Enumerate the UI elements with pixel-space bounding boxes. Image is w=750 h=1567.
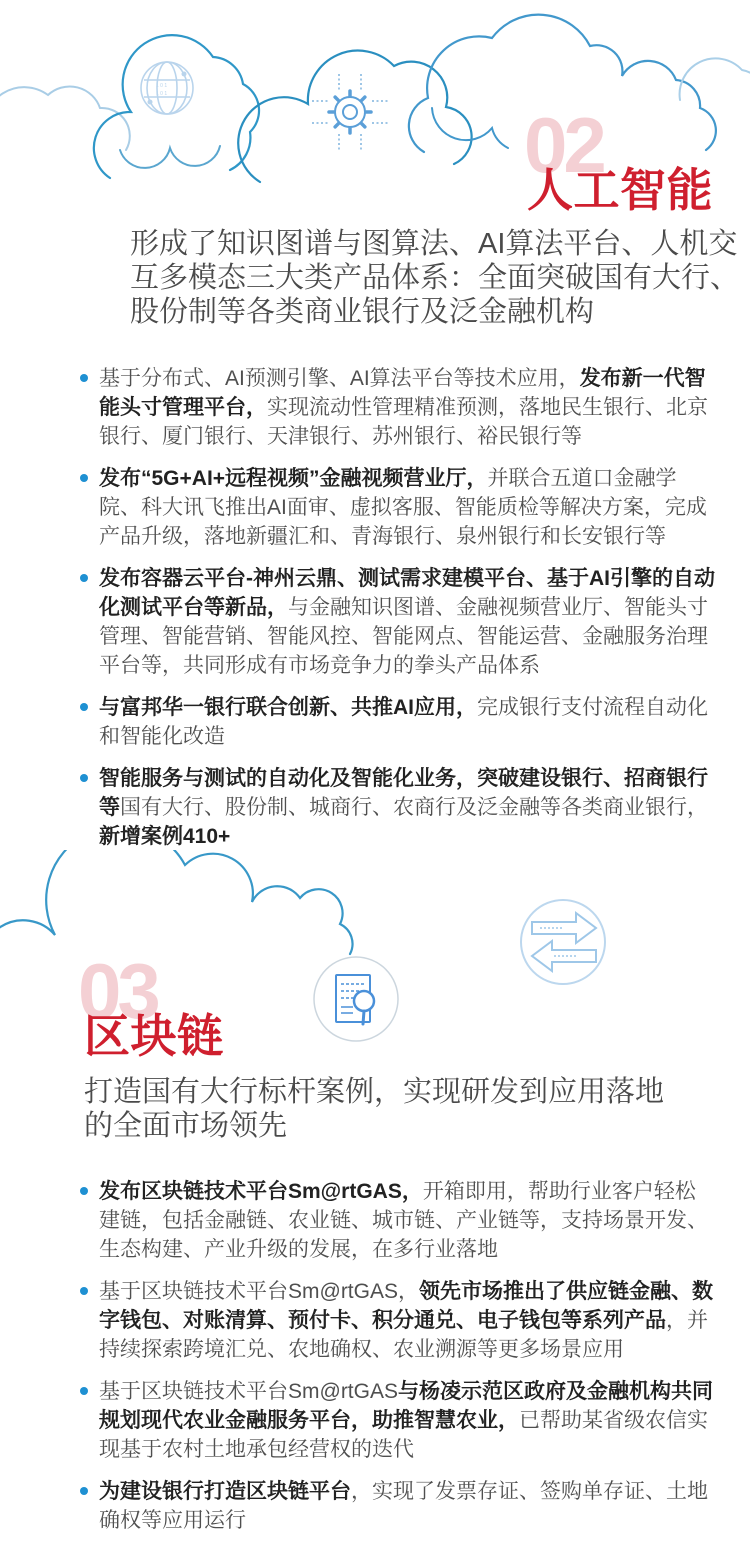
bullet-dot-icon xyxy=(80,1187,88,1195)
exchange-arrows-icon xyxy=(521,900,605,984)
list-item xyxy=(80,464,716,551)
svg-text:1 0 1: 1 0 1 xyxy=(156,83,168,89)
bullet-dot-icon xyxy=(80,1487,88,1495)
bullet-dot-icon xyxy=(80,474,88,482)
cloud-outline xyxy=(120,146,220,168)
list-item-text: 发布容器云平台-神州云鼎、测试需求建模平台、基于AI引擎的自动化测试平台等新品，与金融知识图谱、金融视频营业厅、智能头寸管理、智能营销、智能风控、智能网点、智能运营、金融服务治理平台等，共同形成有市场竞争力的拳头产品体系 xyxy=(99,567,715,677)
section-number-02: 02 xyxy=(524,101,603,189)
list-item xyxy=(80,764,716,851)
list-item-text: 基于分布式、AI预测引擎、AI算法平台等技术应用，发布新一代智能头寸管理平台，实现流动性管理精准预测，落地民生银行、北京银行、厦门银行、天津银行、苏州银行、裕民银行等 xyxy=(99,367,708,448)
list-item-text: 智能服务与测试的自动化及智能化业务，突破建设银行、招商银行等国有大行、股份制、城商行、农商行及泛金融等各类商业银行，新增案例410+ xyxy=(99,767,708,848)
list-item-text: 为建设银行打造区块链平台，实现了发票存证、签购单存证、土地确权等应用运行 xyxy=(99,1480,708,1532)
list-item xyxy=(80,693,716,751)
list-item xyxy=(80,1477,716,1535)
section-number-03: 03 xyxy=(78,947,157,1035)
list-item-text: 基于区块链技术平台Sm@rtGAS与杨凌示范区政府及金融机构共同规划现代农业金融服务平台，助推智慧农业，已帮助某省级农信实现基于农村土地承包经营权的迭代 xyxy=(99,1380,713,1461)
list-item-text: 发布“5G+AI+远程视频”金融视频营业厅，并联合五道口金融学院、科大讯飞推出AI面审、虚拟客服、智能质检等解决方案，完成产品升级，落地新疆汇和、青海银行、泉州银行和长安银行等 xyxy=(99,467,707,548)
cloud-outline xyxy=(680,58,750,100)
cloud-outline xyxy=(0,86,130,150)
bullet-dot-icon xyxy=(80,1287,88,1295)
bullet-list-blockchain xyxy=(80,1177,716,1548)
list-item-text: 发布区块链技术平台Sm@rtGAS，开箱即用，帮助行业客户轻松建链，包括金融链、农业链、城市链、产业链等，支持场景开发、生态构建、产业升级的发展，在多行业落地 xyxy=(99,1180,708,1261)
list-item-text: 基于区块链技术平台Sm@rtGAS，领先市场推出了供应链金融、数字钱包、对账清算、预付卡、积分通兑、电子钱包等系列产品，并持续探索跨境汇兑、农地确权、农业溯源等更多场景应用 xyxy=(99,1280,713,1361)
bullet-dot-icon xyxy=(80,1387,88,1395)
list-item xyxy=(80,1377,716,1464)
section-title-blockchain: 区块链 xyxy=(84,1010,224,1062)
section-subtitle-blockchain: 打造国有大行标杆案例，实现研发到应用落地的全面市场领先 xyxy=(84,1076,665,1142)
list-item-text: 与富邦华一银行联合创新、共推AI应用，完成银行支付流程自动化和智能化改造 xyxy=(99,696,708,748)
bullet-dot-icon xyxy=(80,774,88,782)
bullet-dot-icon xyxy=(80,374,88,382)
bullet-dot-icon xyxy=(80,703,88,711)
list-item xyxy=(80,564,716,680)
cloud-outline xyxy=(238,51,471,182)
section-title-ai: 人工智能 xyxy=(527,164,713,216)
list-item xyxy=(80,1277,716,1364)
globe-icon xyxy=(141,62,193,114)
section-subtitle-ai: 形成了知识图谱与图算法、AI算法平台、人机交互多模态三大类产品体系：全面突破国有大行、股份制等各类商业银行及泛金融机构 xyxy=(130,228,740,328)
bullet-list-ai xyxy=(80,364,716,864)
list-item xyxy=(80,1177,716,1264)
gear-circuit-icon xyxy=(312,74,388,150)
cloud-outline xyxy=(432,108,508,148)
document-search-icon xyxy=(314,957,398,1041)
cloud-outline xyxy=(94,35,259,178)
list-item xyxy=(80,364,716,451)
cloud-outline xyxy=(0,850,352,980)
bullet-dot-icon xyxy=(80,574,88,582)
svg-text:1 0 1: 1 0 1 xyxy=(156,91,168,97)
